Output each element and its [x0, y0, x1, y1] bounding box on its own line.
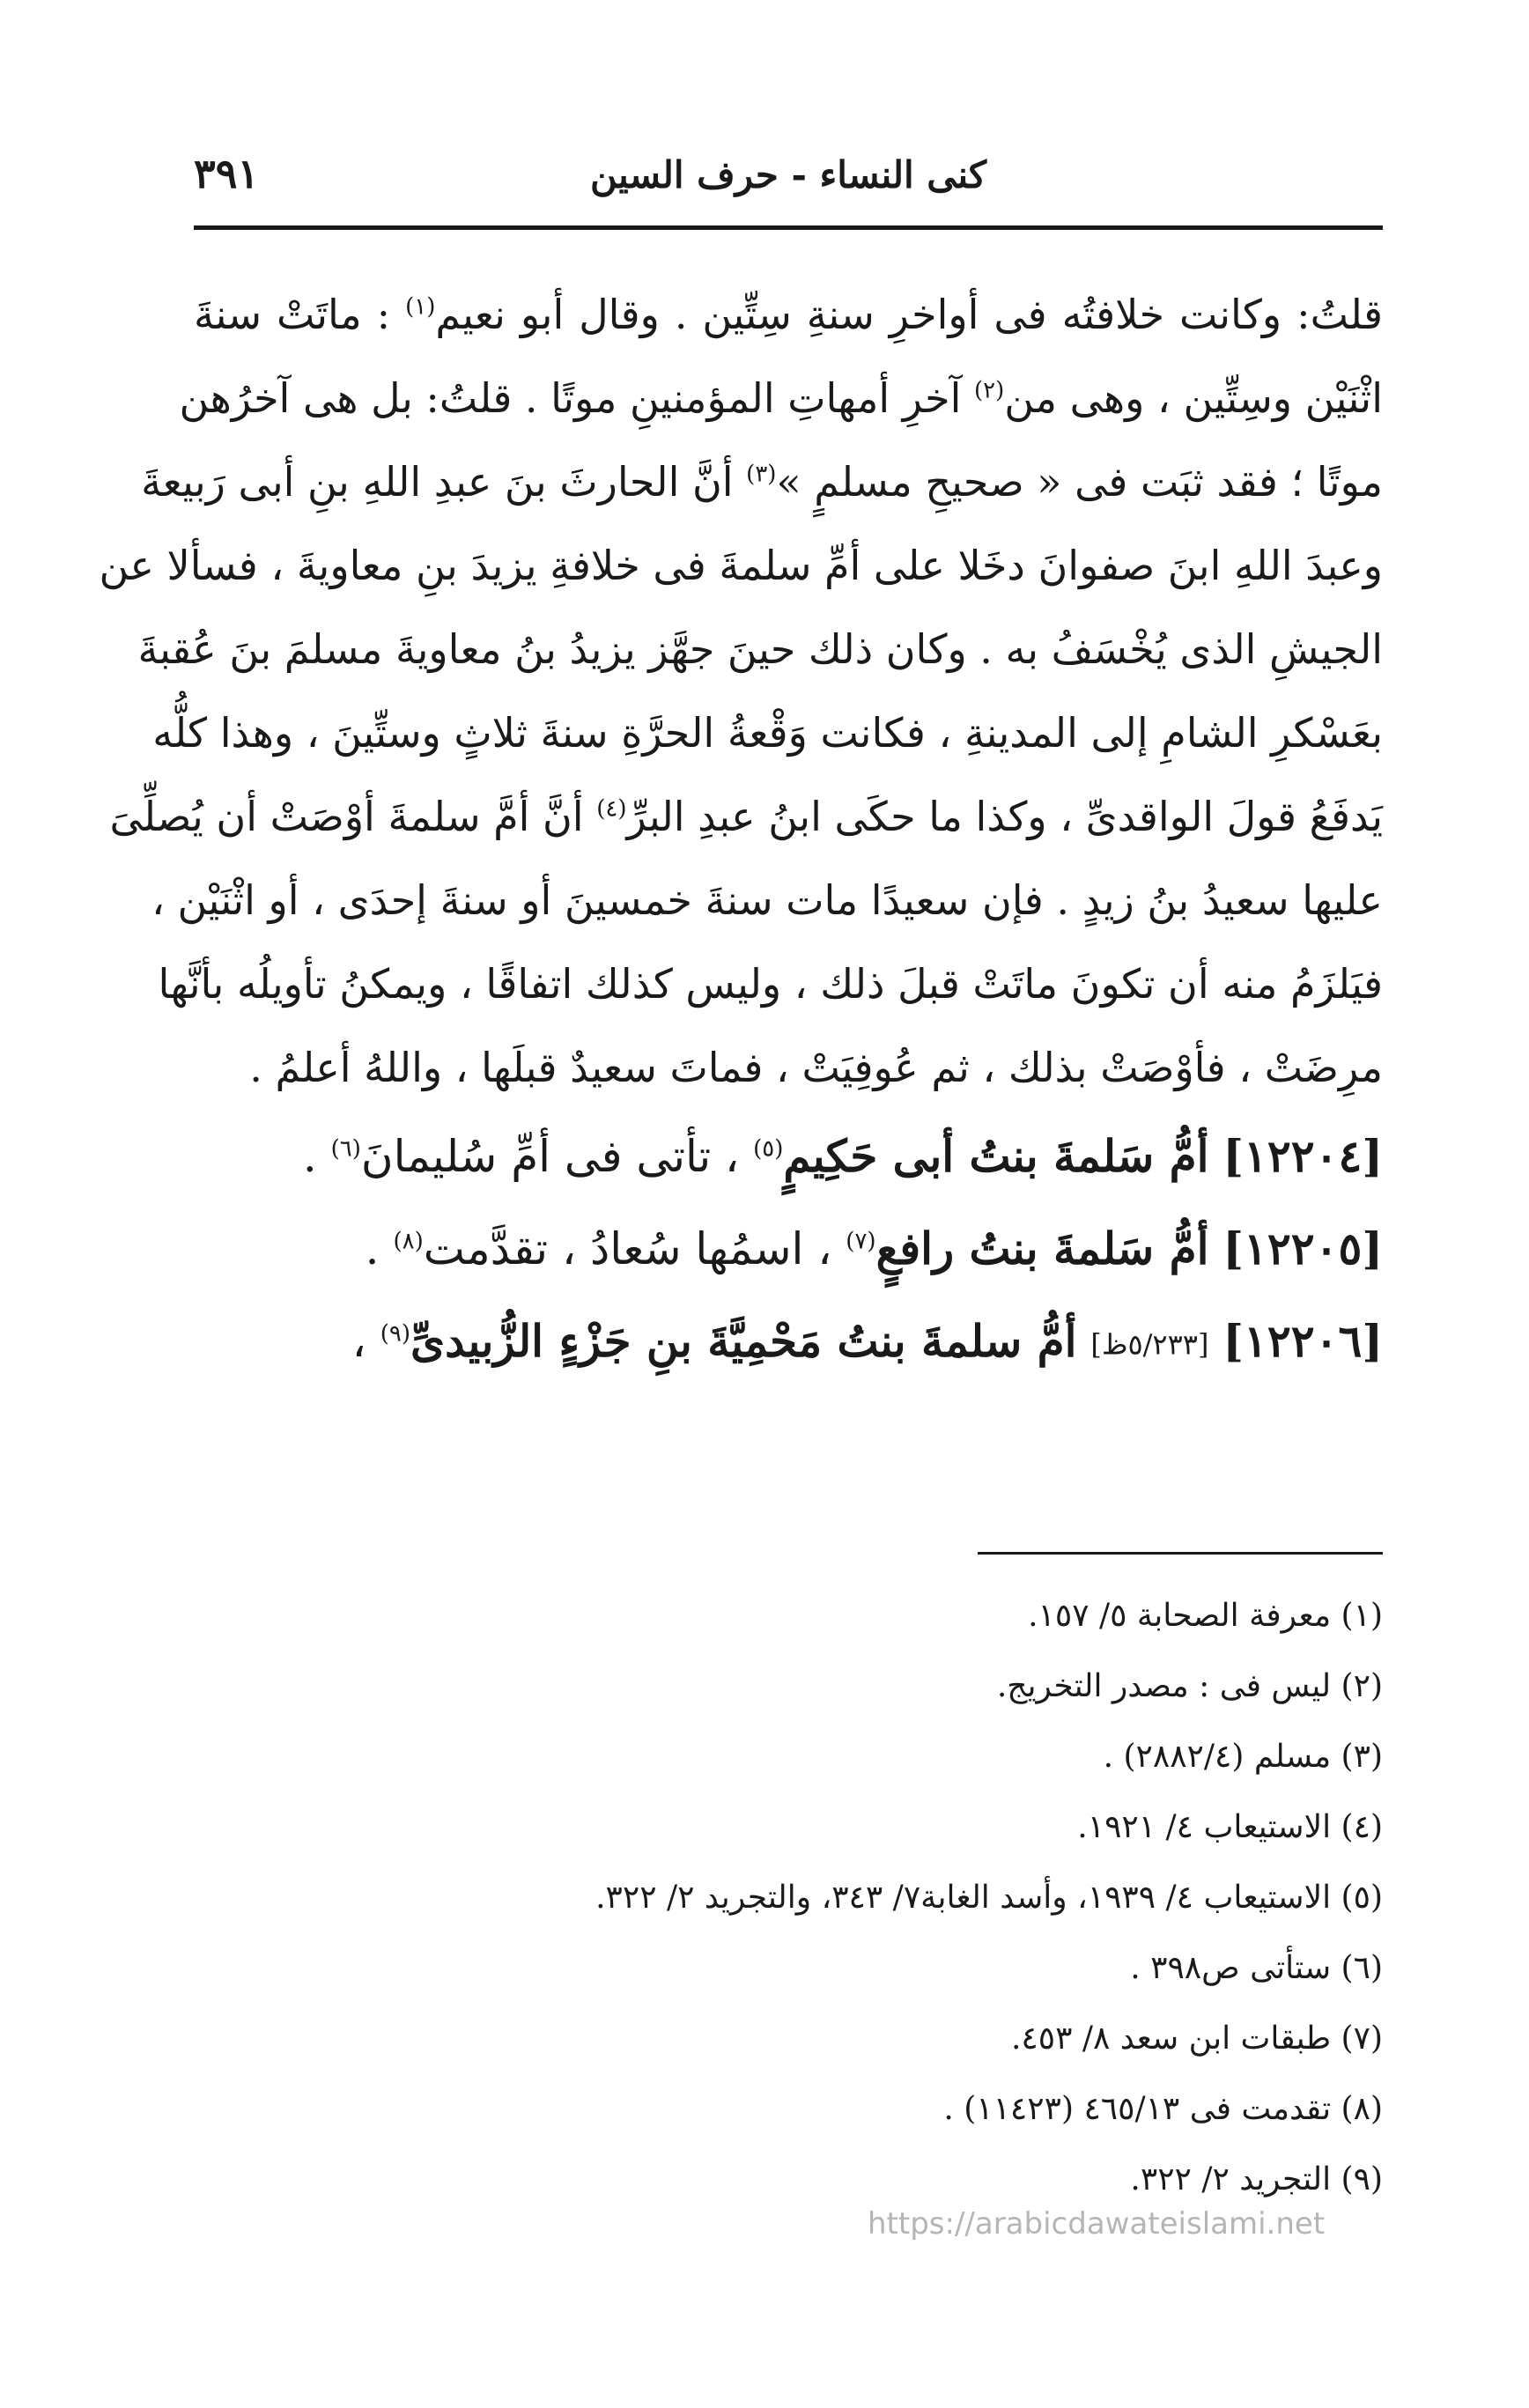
page-number: ٣٩١ [194, 150, 260, 197]
body-line: اثْنَيْن وسِتِّين ، وهى من$^{(٢)}$ آخرِ أمهاتِ المؤمنينِ موتًا . قلتُ: بل هى آخرُهن [179, 374, 1383, 422]
footnote-marker: (٤) [596, 795, 627, 823]
footnote-marker: (٨) [393, 1228, 424, 1255]
footnote: (١) معرفة الصحابة ٥/ ١٥٧. [1028, 1598, 1383, 1634]
biography-entry: [١٢٢٠٥] أمُّ سَلمةَ بنتُ رافعٍ$^{(٧)}$ ، اسمُها سُعادُ ، تقدَّمت$^{(٨)}$ . [365, 1222, 1383, 1274]
footnote-marker: (٩) [380, 1320, 410, 1348]
footnote-marker: (٣) [746, 461, 777, 488]
footnote: (٣) مسلم (٢٨٨٢/٤) . [1103, 1739, 1383, 1775]
body-line: الجيشِ الذى يُخْسَفُ به . وكان ذلك حينَ جهَّز يزيدُ بنُ معاويةَ مسلمَ بنَ عُقبةَ [137, 625, 1383, 673]
footnote: (٦) ستأتى ص٣٩٨ . [1130, 1950, 1383, 1986]
body-line: وعبدَ اللهِ ابنَ صفوانَ دخَلا على أمِّ سلمةَ فى خلافةِ يزيدَ بنِ معاويةَ ، فسألا عن [99, 542, 1383, 589]
entry-number: [١٢٢٠٦] [1222, 1315, 1383, 1367]
body-line: موتًا ؛ فقد ثبَت فى « صحيحِ مسلمٍ »$^{(٣)}$ أنَّ الحارثَ بنَ عبدِ اللهِ بنِ أبى رَبيعةَ [141, 458, 1383, 506]
footnote: (٢) ليس فى : مصدر التخريج. [996, 1668, 1383, 1704]
footnote-marker: (٥) [753, 1135, 784, 1163]
footnote-marker: (٦) [330, 1135, 361, 1163]
header-rule [194, 225, 1383, 230]
running-title: كنى النساء - حرف السين [589, 153, 986, 196]
biography-entry: [١٢٢٠٦] [٥/٢٣٣ظ] أمُّ سلمةَ بنتُ مَحْمِيَّةَ بنِ جَزْءٍ الزُّبيدىِّ$^{(٩)}$ ، [351, 1315, 1383, 1367]
body-text [99, 273, 1383, 1387]
footnotes [194, 1581, 1383, 2215]
entry-name: أمُّ سَلمةَ بنتُ رافعٍ [875, 1222, 1209, 1274]
page-header [194, 141, 1383, 220]
manuscript-page-ref: [٥/٢٣٣ظ] [1090, 1327, 1209, 1362]
entry-number: [١٢٢٠٤] [1222, 1130, 1383, 1182]
entry-name: أمُّ سلمةَ بنتُ مَحْمِيَّةَ بنِ جَزْءٍ الزُّبيدىِّ [410, 1315, 1077, 1367]
footnote-marker: (٢) [974, 377, 1005, 404]
footnote: (٩) التجريد ٢/ ٣٢٢. [1130, 2161, 1383, 2197]
biography-entry: [١٢٢٠٤] أمُّ سَلمةَ بنتُ أبى حَكِيمٍ$^{(٥)}$ ، تأتى فى أمِّ سُليمانَ$^{(٦)}$ . [302, 1130, 1383, 1182]
footnote: (٥) الاستيعاب ٤/ ١٩٣٩، وأسد الغابة٧/ ٣٤٣، والتجريد ٢/ ٣٢٢. [595, 1880, 1383, 1916]
footnote-marker: (٧) [846, 1228, 876, 1255]
body-line: عليها سعيدُ بنُ زيدٍ . فإن سعيدًا مات سنةَ خمسينَ أو سنةَ إحدَى ، أو اثْنَيْن ، [151, 876, 1383, 924]
body-line: قلتُ: وكانت خلافتُه فى أواخرِ سنةِ سِتِّين . وقال أبو نعيم$^{(١)}$ : ماتَتْ سنةَ [194, 291, 1383, 338]
footnote: (٤) الاستيعاب ٤/ ١٩٢١. [1077, 1809, 1383, 1845]
watermark-url: https://arabicdawateislami.net [868, 2206, 1326, 2242]
entry-name: أمُّ سَلمةَ بنتُ أبى حَكِيمٍ [783, 1130, 1209, 1182]
body-line: يَدفَعُ قولَ الواقدىِّ ، وكذا ما حكَى ابنُ عبدِ البرِّ$^{(٤)}$ أنَّ أمَّ سلمةَ أوْصَتْ أن يُصلِّىَ [109, 793, 1383, 840]
footnote-rule [978, 1552, 1383, 1555]
footnote-marker: (١) [405, 293, 436, 321]
footnote: (٨) تقدمت فى ٤٦٥/١٣ (١١٤٢٣) . [943, 2091, 1383, 2127]
body-line: بعَسْكرِ الشامِ إلى المدينةِ ، فكانت وَقْعةُ الحرَّةِ سنةَ ثلاثٍ وستِّينَ ، وهذا كلُّه [152, 709, 1383, 757]
entry-number: [١٢٢٠٥] [1222, 1222, 1383, 1274]
footnote: (٧) طبقات ابن سعد ٨/ ٤٥٣. [1010, 2020, 1383, 2057]
body-line: مرِضَتْ ، فأوْصَتْ بذلك ، ثم عُوفِيَتْ ، فماتَ سعيدٌ قبلَها ، واللهُ أعلمُ . [249, 1044, 1383, 1091]
body-line: فيَلزَمُ منه أن تكونَ ماتَتْ قبلَ ذلك ، وليس كذلك اتفاقًا ، ويمكنُ تأويلُه بأنَّها [158, 960, 1383, 1008]
